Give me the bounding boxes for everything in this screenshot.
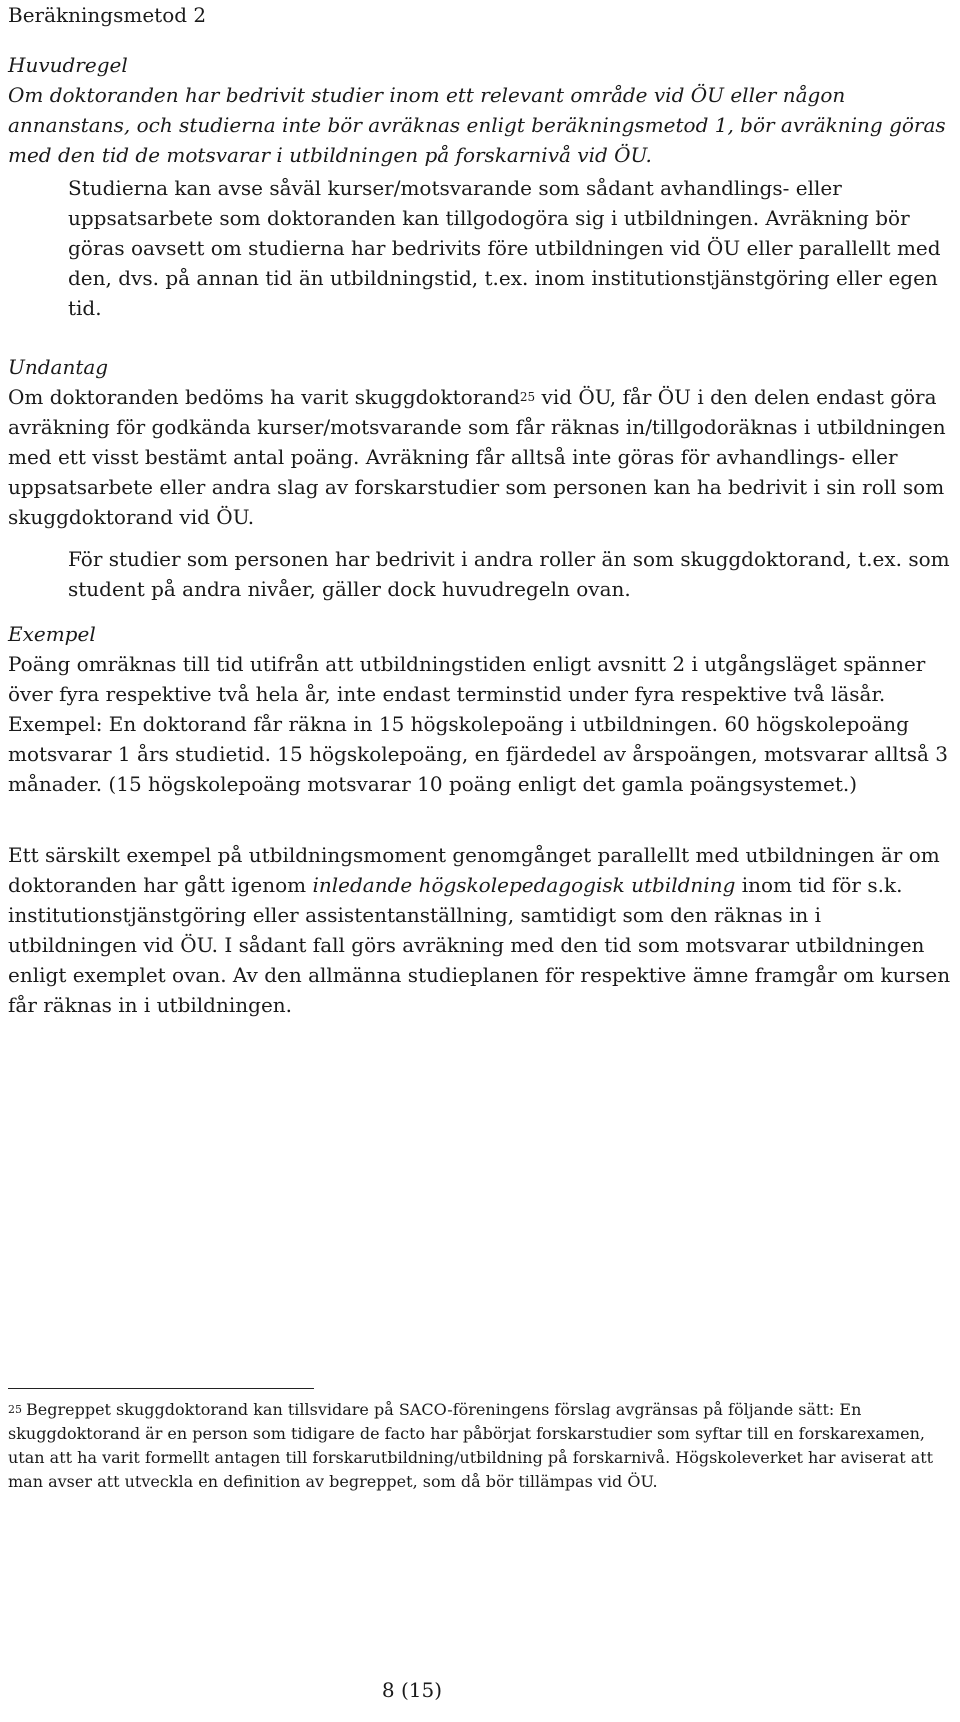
special-example-paragraph <box>8 840 952 1020</box>
special-example-emphasis: inledande högskolepedagogisk utbildning <box>312 873 736 897</box>
footnote-reference[interactable]: 25 <box>519 390 536 404</box>
exception-title: Undantag <box>8 355 109 379</box>
section-heading: Beräkningsmetod 2 <box>8 3 207 27</box>
exception-body <box>8 382 952 532</box>
main-rule-title: Huvudregel <box>8 53 128 77</box>
special-example-end: inom tid för s.k. institutionstjänstgöring eller assistentanställning, samtidigt som den räknas in i utbildningen vid ÖU. I sådant fall görs avräkning med den tid som motsvarar utbildningen enligt exemplet ovan. Av den allmänna studieplanen för respektive ämne framgår om kursen får räknas in i utbildningen. <box>8 873 951 1017</box>
footnote <box>8 1398 952 1494</box>
exception-body-end: vid ÖU, får ÖU i den delen endast göra avräkning för godkända kurser/motsvarande som får räknas in/tillgodoräknas i utbildningen med ett visst bestämt antal poäng. Avräkning får alltså inte göras för avhandlings- eller uppsatsarbete eller andra slag av forskarstudier som personen kan ha bedrivit i sin roll som skuggdoktorand vid ÖU. <box>8 385 946 529</box>
main-rule-body: Om doktoranden har bedrivit studier inom ett relevant område vid ÖU eller någon annanstans, och studierna inte bör avräknas enligt beräkningsmetod 1, bör avräkning göras med den tid de motsvarar i utbildningen på forskarnivå vid ÖU. <box>8 83 946 167</box>
exception-indented-paragraph: För studier som personen har bedrivit i andra roller än som skuggdoktorand, t.ex. som student på andra nivåer, gäller dock huvudregeln ovan. <box>68 547 950 601</box>
main-rule-indented-paragraph: Studierna kan avse såväl kurser/motsvarande som sådant avhandlings- eller uppsatsarbete som doktoranden kan tillgodogöra sig i utbildningen. Avräkning bör göras oavsett om studierna har bedrivits före utbildningen vid ÖU eller parallellt med den, dvs. på annan tid än utbildningstid, t.ex. inom institutionstjänstgöring eller egen tid. <box>68 176 941 320</box>
exception-body-start: Om doktoranden bedöms ha varit skuggdoktorand <box>8 385 520 409</box>
special-example-start: Ett särskilt exempel på utbildningsmoment genomgånget parallellt med utbildningen är om doktoranden har gått igenom <box>8 843 940 897</box>
example-title: Exempel <box>8 622 96 646</box>
page-number: 8 (15) <box>381 1678 443 1702</box>
footnote-text: Begreppet skuggdoktorand kan tillsvidare på SACO-föreningens förslag avgränsas på följande sätt: En skuggdoktorand är en person som tidigare de facto har påbörjat forskarstudier som syftar till en forskarexamen, utan att ha varit formellt antagen till forskarutbildning/utbildning på forskarnivå. Högskoleverket har aviserat att man avser att utveckla en definition av begreppet, som då bör tillämpas vid ÖU. <box>8 1400 934 1491</box>
footnote-separator <box>8 1388 314 1389</box>
example-body: Poäng omräknas till tid utifrån att utbildningstiden enligt avsnitt 2 i utgångsläget spänner över fyra respektive två hela år, inte endast terminstid under fyra respektive två läsår. Exempel: En doktorand får räkna in 15 högskolepoäng i utbildningen. 60 högskolepoäng motsvarar 1 års studietid. 15 högskolepoäng, en fjärdedel av årspoängen, motsvarar alltså 3 månader. (15 högskolepoäng motsvarar 10 poäng enligt det gamla poängsystemet.) <box>8 652 948 796</box>
footnote-number: 25 <box>8 1403 22 1416</box>
